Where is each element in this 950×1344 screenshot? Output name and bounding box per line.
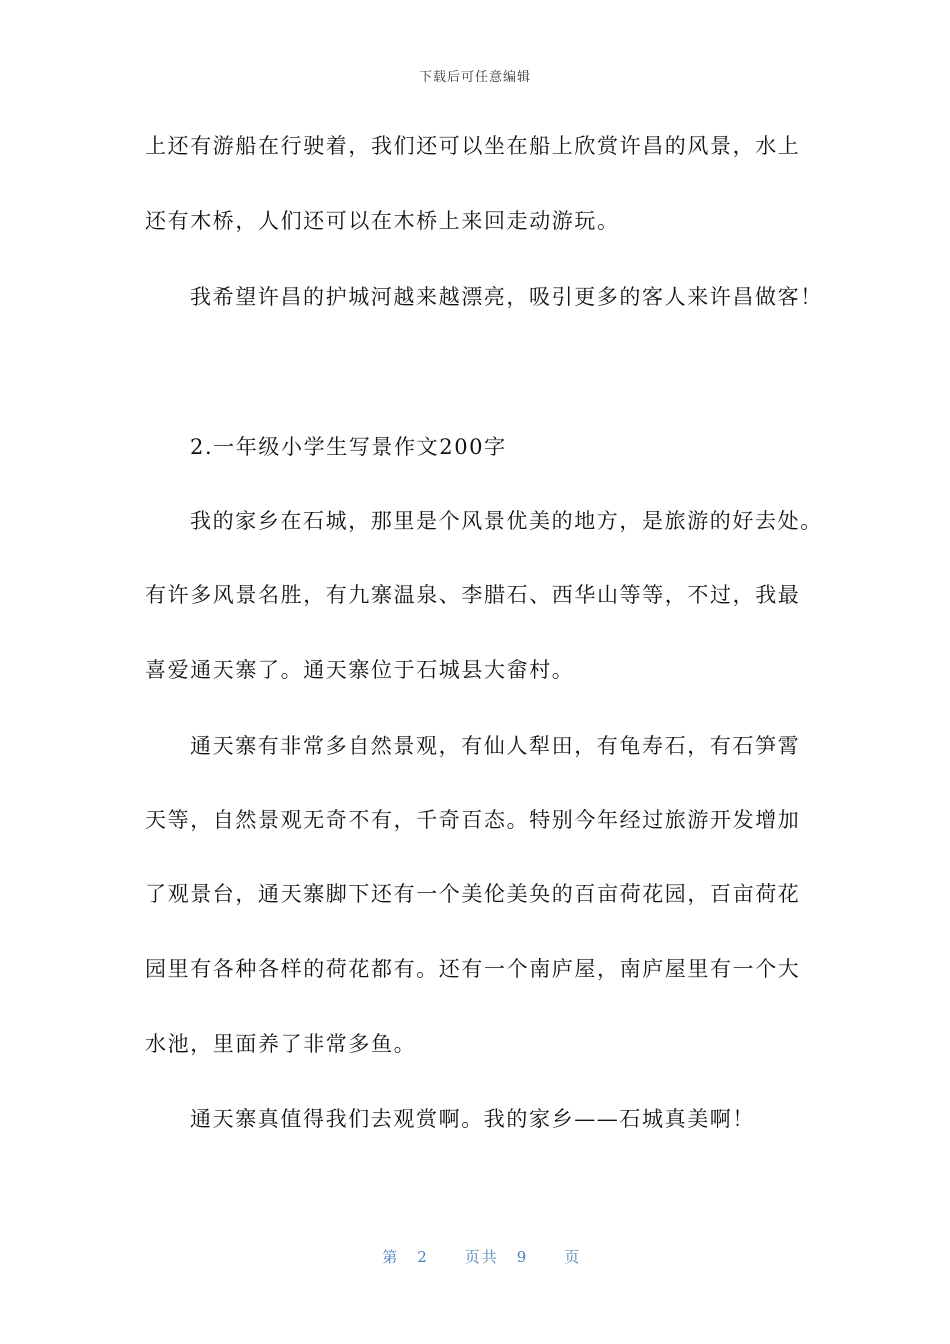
page-header-note: 下载后可任意编辑 [418, 70, 531, 85]
body-line-5: 我的家乡在石城，那里是个风景优美的地方，是旅游的好去处。 [190, 509, 823, 533]
footer-page-number: 2 [417, 1248, 429, 1266]
body-line-11: 园里有各种各样的荷花都有。还有一个南庐屋，南庐屋里有一个大 [145, 957, 801, 981]
body-line-3: 我希望许昌的护城河越来越漂亮，吸引更多的客人来许昌做客！ [190, 285, 823, 309]
body-line-7: 喜爱通天寨了。通天寨位于石城县大畲村。 [145, 658, 575, 682]
footer-middle: 页共 [464, 1248, 499, 1266]
page-footer [0, 1228, 950, 1267]
footer-suffix: 页 [564, 1248, 582, 1266]
body-line-2: 还有木桥，人们还可以在木桥上来回走动游玩。 [145, 209, 620, 233]
section-heading: 2.一年级小学生写景作文200字 [190, 435, 507, 459]
body-line-6: 有许多风景名胜，有九寨温泉、李腊石、西华山等等，不过，我最 [145, 583, 801, 607]
body-line-10: 了观景台，通天寨脚下还有一个美伦美奂的百亩荷花园，百亩荷花 [145, 882, 801, 906]
body-line-12: 水池，里面养了非常多鱼。 [145, 1032, 417, 1056]
body-line-13: 通天寨真值得我们去观赏啊。我的家乡——石城真美啊！ [190, 1107, 755, 1131]
body-line-8: 通天寨有非常多自然景观，有仙人犁田，有龟寿石，有石笋霄 [190, 734, 801, 758]
body-line-9: 天等，自然景观无奇不有，千奇百态。特别今年经过旅游开发增加 [145, 808, 801, 832]
footer-prefix: 第 [382, 1248, 400, 1266]
body-line-1: 上还有游船在行驶着，我们还可以坐在船上欣赏许昌的风景，水上 [145, 134, 801, 158]
footer-total-pages: 9 [516, 1248, 529, 1266]
